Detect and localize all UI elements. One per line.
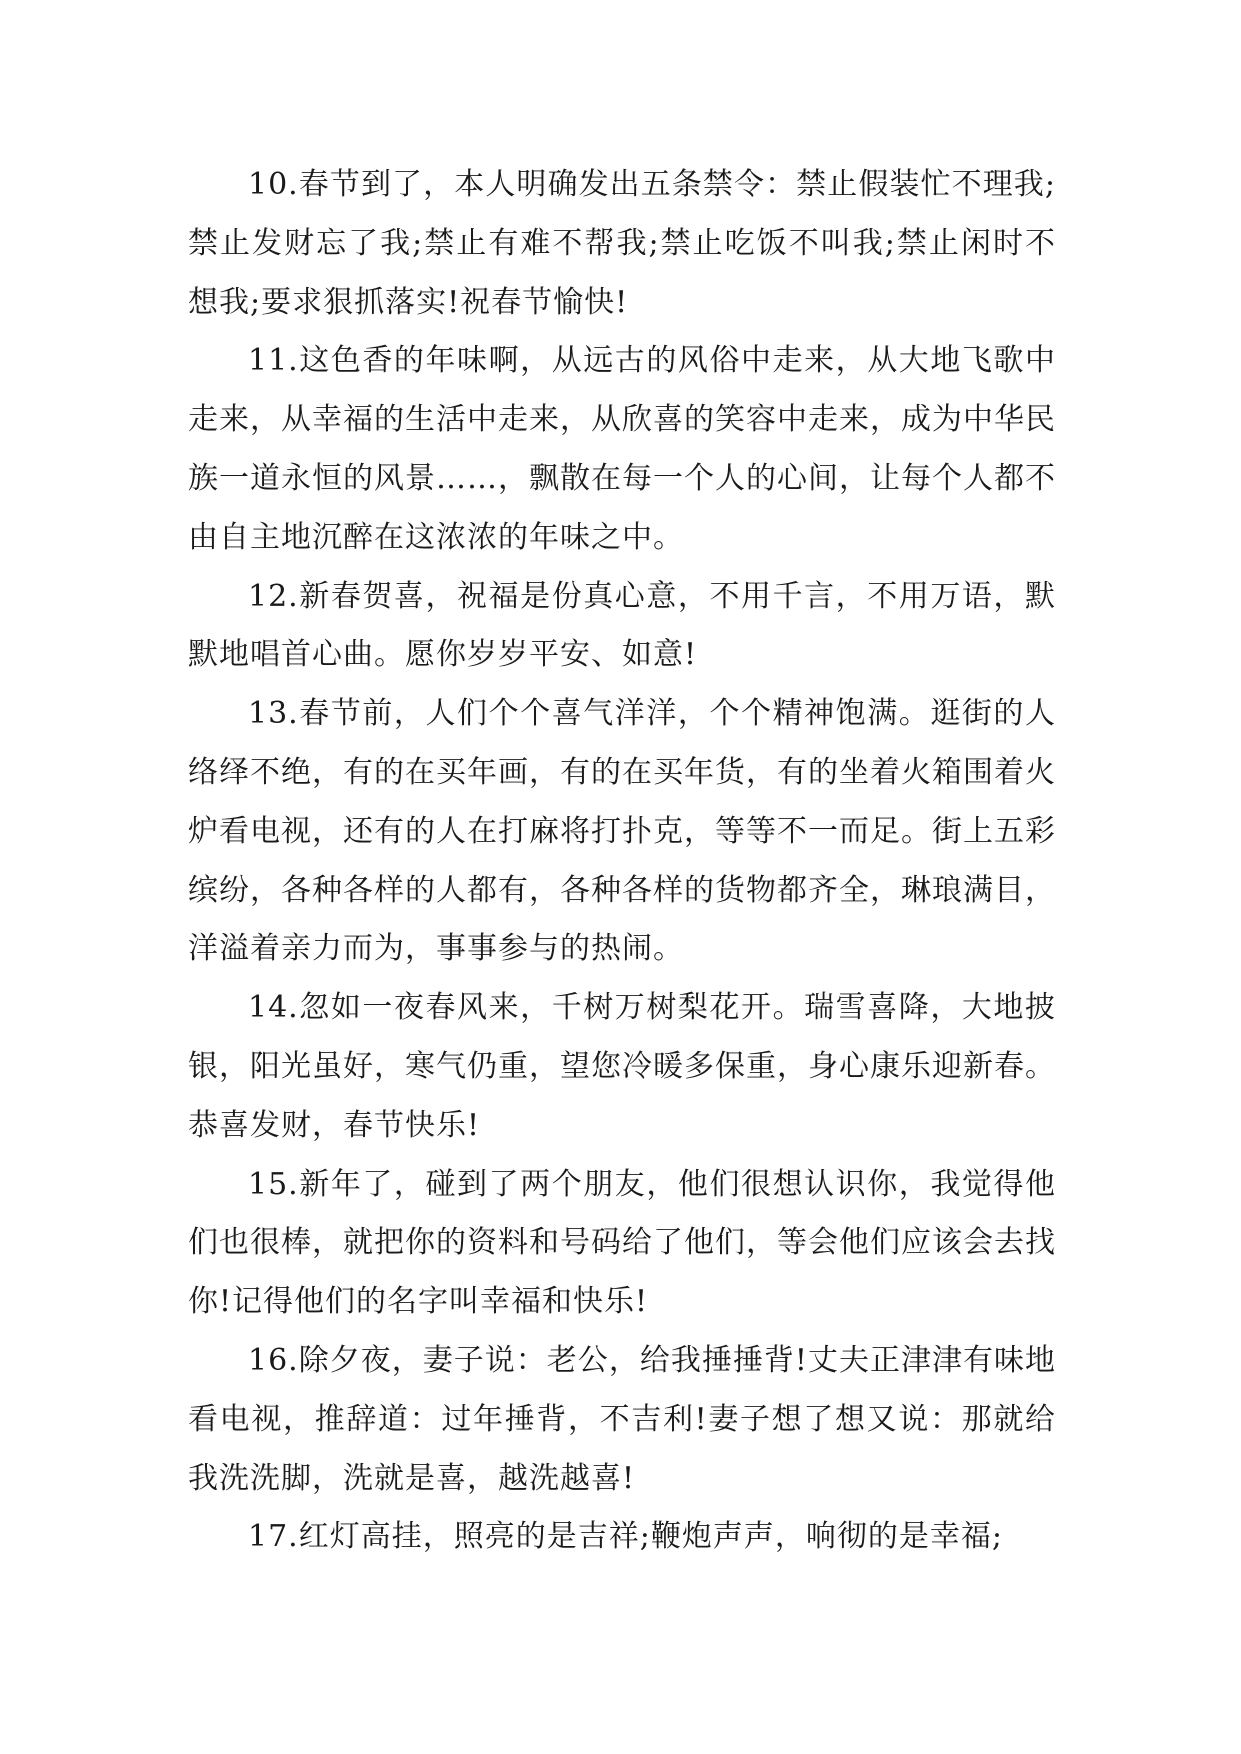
paragraph-11: 11.这色香的年味啊，从远古的风俗中走来，从大地飞歌中走来，从幸福的生活中走来，从欣喜的笑容中走来，成为中华民族一道永恒的风景……，飘散在每一个人的心间，让每个人都不由自主地沉醉在这浓浓的年味之中。 — [188, 343, 1056, 555]
paragraph-10: 10.春节到了，本人明确发出五条禁令：禁止假装忙不理我;禁止发财忘了我;禁止有难不帮我;禁止吃饭不叫我;禁止闲时不想我;要求狠抓落实!祝春节愉快! — [188, 167, 1056, 320]
paragraph-15: 15.新年了，碰到了两个朋友，他们很想认识你，我觉得他们也很棒，就把你的资料和号码给了他们，等会他们应该会去找你!记得他们的名字叫幸福和快乐! — [188, 1166, 1056, 1320]
paragraph-16: 16.除夕夜，妻子说：老公，给我捶捶背!丈夫正津津有味地看电视，推辞道：过年捶背，不吉利!妻子想了想又说：那就给我洗洗脚，洗就是喜，越洗越喜! — [188, 1342, 1056, 1496]
paragraph-12: 12.新春贺喜，祝福是份真心意，不用千言，不用万语，默默地唱首心曲。愿你岁岁平安、如意! — [188, 578, 1056, 673]
document-body — [188, 156, 1056, 1567]
paragraph-13: 13.春节前，人们个个喜气洋洋，个个精神饱满。逛街的人络绎不绝，有的在买年画，有的在买年货，有的坐着火箱围着火炉看电视，还有的人在打麻将打扑克，等等不一而足。街上五彩缤纷，各种各样的人都有，各种各样的货物都齐全，琳琅满目，洋溢着亲力而为，事事参与的热闹。 — [188, 696, 1056, 967]
paragraph-17: 17.红灯高挂，照亮的是吉祥;鞭炮声声，响彻的是幸福; — [248, 1519, 1003, 1555]
paragraph-14: 14.忽如一夜春风来，千树万树梨花开。瑞雪喜降，大地披银，阳光虽好，寒气仍重，望您冷暖多保重，身心康乐迎新春。恭喜发财，春节快乐! — [188, 990, 1056, 1143]
